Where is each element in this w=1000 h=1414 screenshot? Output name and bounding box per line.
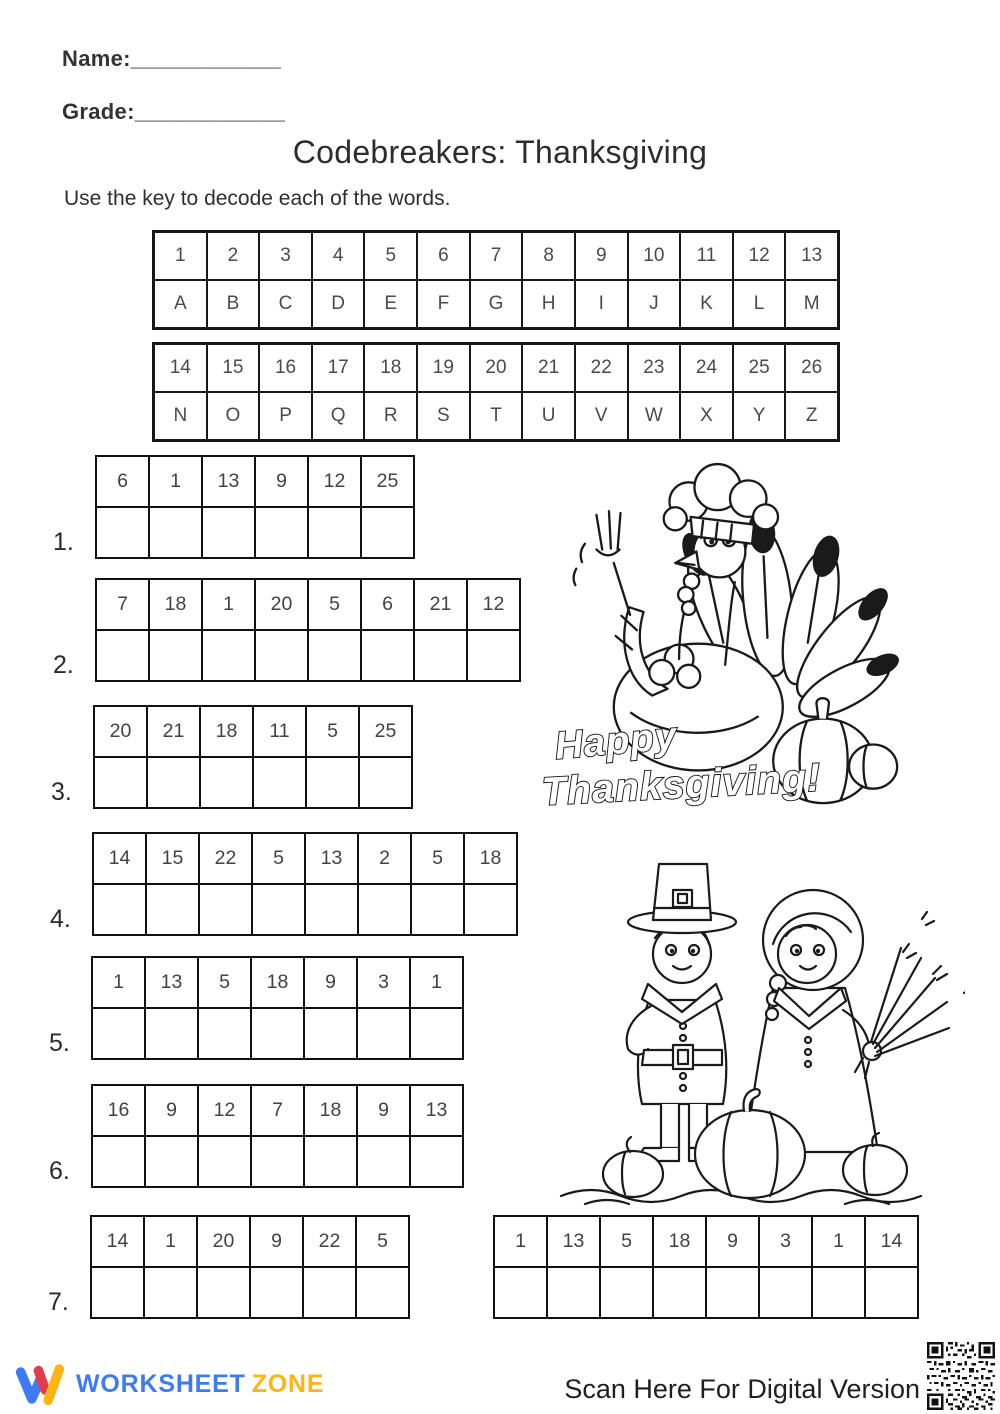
code-cell: 1 bbox=[92, 957, 145, 1008]
code-cell: 2 bbox=[358, 833, 411, 884]
key-cell: G bbox=[470, 280, 523, 328]
key-cell: 25 bbox=[733, 344, 786, 392]
answer-cell bbox=[94, 757, 147, 808]
key-cell: 9 bbox=[575, 232, 628, 280]
answer-cell bbox=[202, 507, 255, 558]
answer-cell bbox=[410, 1136, 463, 1187]
key-cell: B bbox=[207, 280, 260, 328]
answer-cell bbox=[414, 630, 467, 681]
puzzle-grid bbox=[493, 1215, 919, 1319]
answer-cell bbox=[653, 1267, 706, 1318]
answer-cell bbox=[464, 884, 517, 935]
answer-cell bbox=[149, 630, 202, 681]
answer-cell bbox=[759, 1267, 812, 1318]
code-cell: 13 bbox=[145, 957, 198, 1008]
key-cell: 16 bbox=[259, 344, 312, 392]
answer-cell bbox=[250, 1267, 303, 1318]
instruction-text: Use the key to decode each of the words. bbox=[64, 187, 451, 210]
answer-cell bbox=[308, 507, 361, 558]
puzzle-number-label: 1. bbox=[53, 528, 74, 556]
key-cell: K bbox=[680, 280, 733, 328]
code-cell: 6 bbox=[96, 456, 149, 507]
code-cell: 11 bbox=[253, 706, 306, 757]
code-cell: 3 bbox=[759, 1216, 812, 1267]
key-cell: 24 bbox=[680, 344, 733, 392]
key-cell: J bbox=[628, 280, 681, 328]
key-cell: 21 bbox=[522, 344, 575, 392]
code-cell: 1 bbox=[149, 456, 202, 507]
code-cell: 18 bbox=[464, 833, 517, 884]
name-blank-line: ____________ bbox=[130, 46, 282, 71]
code-cell: 16 bbox=[92, 1085, 145, 1136]
puzzle-5 bbox=[49, 956, 464, 1060]
key-cell: P bbox=[259, 392, 312, 440]
key-cell: 2 bbox=[207, 232, 260, 280]
puzzle-2 bbox=[53, 578, 521, 682]
code-cell: 12 bbox=[467, 579, 520, 630]
answer-cell bbox=[251, 1136, 304, 1187]
puzzle-grid bbox=[90, 1215, 410, 1319]
key-cell: 26 bbox=[785, 344, 838, 392]
code-cell: 1 bbox=[494, 1216, 547, 1267]
answer-cell bbox=[251, 1008, 304, 1059]
code-cell: 1 bbox=[410, 957, 463, 1008]
key-numbers-row bbox=[154, 344, 838, 392]
key-cell: R bbox=[364, 392, 417, 440]
code-cell: 25 bbox=[359, 706, 412, 757]
code-cell: 5 bbox=[600, 1216, 653, 1267]
key-cell: V bbox=[575, 392, 628, 440]
key-cell: 23 bbox=[628, 344, 681, 392]
code-cell: 18 bbox=[304, 1085, 357, 1136]
code-cell: 13 bbox=[305, 833, 358, 884]
answer-cell bbox=[303, 1267, 356, 1318]
key-cell: C bbox=[259, 280, 312, 328]
thanksgiving-caption: Thanksgiving! bbox=[540, 755, 823, 815]
code-cell: 13 bbox=[547, 1216, 600, 1267]
key-cell: Y bbox=[733, 392, 786, 440]
answer-cell bbox=[308, 630, 361, 681]
answer-cell bbox=[494, 1267, 547, 1318]
code-cell: 5 bbox=[306, 706, 359, 757]
code-cell: 9 bbox=[357, 1085, 410, 1136]
key-cell: H bbox=[522, 280, 575, 328]
code-cell: 25 bbox=[361, 456, 414, 507]
key-cell: D bbox=[312, 280, 365, 328]
puzzle-grid bbox=[95, 455, 415, 559]
key-cell: M bbox=[785, 280, 838, 328]
answer-cell bbox=[357, 1136, 410, 1187]
code-cell: 5 bbox=[198, 957, 251, 1008]
answer-cell bbox=[252, 884, 305, 935]
code-cell: 14 bbox=[93, 833, 146, 884]
code-cell: 9 bbox=[706, 1216, 759, 1267]
code-cell: 1 bbox=[144, 1216, 197, 1267]
key-cell: Q bbox=[312, 392, 365, 440]
code-cell: 5 bbox=[356, 1216, 409, 1267]
code-cell: 13 bbox=[410, 1085, 463, 1136]
key-cell: 5 bbox=[364, 232, 417, 280]
code-cell: 21 bbox=[147, 706, 200, 757]
code-cell: 13 bbox=[202, 456, 255, 507]
answer-cell bbox=[305, 884, 358, 935]
code-cell: 3 bbox=[357, 957, 410, 1008]
code-cell: 1 bbox=[812, 1216, 865, 1267]
puzzle-number-label: 5. bbox=[49, 1029, 70, 1057]
happy-caption: Happy bbox=[553, 714, 679, 768]
answer-cell bbox=[411, 884, 464, 935]
puzzle-grid bbox=[93, 705, 413, 809]
answer-cell bbox=[865, 1267, 918, 1318]
key-cell: U bbox=[522, 392, 575, 440]
key-cell: 10 bbox=[628, 232, 681, 280]
answer-cell bbox=[410, 1008, 463, 1059]
key-cell: 12 bbox=[733, 232, 786, 280]
answer-cell bbox=[146, 884, 199, 935]
answer-cell bbox=[467, 630, 520, 681]
key-cell: 18 bbox=[364, 344, 417, 392]
key-cell: 6 bbox=[417, 232, 470, 280]
code-cell: 21 bbox=[414, 579, 467, 630]
puzzle-number-label: 2. bbox=[53, 651, 74, 679]
code-cell: 12 bbox=[198, 1085, 251, 1136]
code-cell: 15 bbox=[146, 833, 199, 884]
puzzle-1 bbox=[53, 455, 415, 559]
code-cell: 5 bbox=[411, 833, 464, 884]
answer-cell bbox=[92, 1136, 145, 1187]
answer-cell bbox=[91, 1267, 144, 1318]
code-cell: 18 bbox=[653, 1216, 706, 1267]
puzzle-grid bbox=[91, 1084, 464, 1188]
puzzle-grid bbox=[91, 956, 464, 1060]
key-cell: S bbox=[417, 392, 470, 440]
key-cell: 15 bbox=[207, 344, 260, 392]
puzzle-7 bbox=[48, 1215, 410, 1319]
code-cell: 6 bbox=[361, 579, 414, 630]
key-cell: 20 bbox=[470, 344, 523, 392]
answer-cell bbox=[356, 1267, 409, 1318]
code-cell: 5 bbox=[308, 579, 361, 630]
puzzle-6 bbox=[49, 1084, 464, 1188]
key-cell: 14 bbox=[154, 344, 207, 392]
code-cell: 18 bbox=[149, 579, 202, 630]
answer-cell bbox=[547, 1267, 600, 1318]
key-cell: I bbox=[575, 280, 628, 328]
puzzle-number-label: 3. bbox=[51, 778, 72, 806]
key-cell: 11 bbox=[680, 232, 733, 280]
key-cell: 13 bbox=[785, 232, 838, 280]
answer-cell bbox=[145, 1136, 198, 1187]
key-table-a-m bbox=[152, 230, 840, 330]
grade-label: Grade: bbox=[62, 99, 135, 124]
code-cell: 9 bbox=[250, 1216, 303, 1267]
answer-cell bbox=[600, 1267, 653, 1318]
answer-cell bbox=[96, 630, 149, 681]
code-cell: 7 bbox=[251, 1085, 304, 1136]
code-cell: 12 bbox=[308, 456, 361, 507]
puzzle-grid bbox=[95, 578, 521, 682]
answer-cell bbox=[255, 507, 308, 558]
code-cell: 20 bbox=[255, 579, 308, 630]
key-cell: 22 bbox=[575, 344, 628, 392]
answer-cell bbox=[306, 757, 359, 808]
name-field bbox=[62, 46, 281, 72]
code-cell: 22 bbox=[303, 1216, 356, 1267]
pilgrim-couple-illustration bbox=[545, 852, 965, 1210]
key-cell: 4 bbox=[312, 232, 365, 280]
answer-cell bbox=[358, 884, 411, 935]
key-cell: O bbox=[207, 392, 260, 440]
answer-cell bbox=[93, 884, 146, 935]
puzzle-number-label: 6. bbox=[49, 1157, 70, 1185]
key-cell: W bbox=[628, 392, 681, 440]
key-cell: 1 bbox=[154, 232, 207, 280]
code-cell: 9 bbox=[255, 456, 308, 507]
key-cell: 8 bbox=[522, 232, 575, 280]
answer-cell bbox=[200, 757, 253, 808]
key-cell: 3 bbox=[259, 232, 312, 280]
qr-code bbox=[925, 1342, 997, 1410]
grade-field bbox=[62, 99, 285, 125]
answer-cell bbox=[361, 630, 414, 681]
answer-cell bbox=[198, 1136, 251, 1187]
code-cell: 1 bbox=[202, 579, 255, 630]
answer-cell bbox=[92, 1008, 145, 1059]
key-numbers-row bbox=[154, 232, 838, 280]
puzzle-number-label: 4. bbox=[50, 905, 71, 933]
code-cell: 9 bbox=[145, 1085, 198, 1136]
key-cell: Z bbox=[785, 392, 838, 440]
answer-cell bbox=[144, 1267, 197, 1318]
code-cell: 7 bbox=[96, 579, 149, 630]
puzzle-4 bbox=[50, 832, 518, 936]
code-cell: 14 bbox=[865, 1216, 918, 1267]
answer-cell bbox=[304, 1008, 357, 1059]
key-cell: F bbox=[417, 280, 470, 328]
code-cell: 18 bbox=[200, 706, 253, 757]
key-letters-row bbox=[154, 280, 838, 328]
answer-cell bbox=[202, 630, 255, 681]
key-cell: 19 bbox=[417, 344, 470, 392]
grade-blank-line: ____________ bbox=[134, 99, 286, 124]
answer-cell bbox=[145, 1008, 198, 1059]
code-cell: 20 bbox=[197, 1216, 250, 1267]
key-cell: 17 bbox=[312, 344, 365, 392]
answer-cell bbox=[147, 757, 200, 808]
answer-cell bbox=[812, 1267, 865, 1318]
key-cell: L bbox=[733, 280, 786, 328]
code-cell: 9 bbox=[304, 957, 357, 1008]
puzzle-number-label: 7. bbox=[48, 1288, 69, 1316]
name-label: Name: bbox=[62, 46, 131, 71]
code-cell: 22 bbox=[199, 833, 252, 884]
answer-cell bbox=[197, 1267, 250, 1318]
answer-cell bbox=[149, 507, 202, 558]
answer-cell bbox=[304, 1136, 357, 1187]
key-cell: T bbox=[470, 392, 523, 440]
page-title: Codebreakers: Thanksgiving bbox=[292, 134, 708, 170]
key-cell: E bbox=[364, 280, 417, 328]
key-table-n-z bbox=[152, 342, 840, 442]
key-cell: X bbox=[680, 392, 733, 440]
turkey-chef-illustration bbox=[535, 448, 900, 823]
code-cell: 14 bbox=[91, 1216, 144, 1267]
answer-cell bbox=[359, 757, 412, 808]
key-letters-row bbox=[154, 392, 838, 440]
answer-cell bbox=[255, 630, 308, 681]
answer-cell bbox=[706, 1267, 759, 1318]
code-cell: 18 bbox=[251, 957, 304, 1008]
puzzle-grid bbox=[92, 832, 518, 936]
answer-cell bbox=[199, 884, 252, 935]
answer-cell bbox=[357, 1008, 410, 1059]
logo-text-worksheet: WORKSHEET bbox=[76, 1369, 246, 1398]
key-cell: A bbox=[154, 280, 207, 328]
scan-here-text: Scan Here For Digital Version bbox=[564, 1374, 920, 1404]
code-cell: 5 bbox=[252, 833, 305, 884]
answer-cell bbox=[198, 1008, 251, 1059]
answer-cell bbox=[96, 507, 149, 558]
answer-cell bbox=[253, 757, 306, 808]
puzzle-8 bbox=[493, 1215, 919, 1319]
puzzle-3 bbox=[51, 705, 413, 809]
key-cell: 7 bbox=[470, 232, 523, 280]
answer-cell bbox=[361, 507, 414, 558]
code-cell: 20 bbox=[94, 706, 147, 757]
logo-text-zone: ZONE bbox=[251, 1369, 325, 1398]
key-cell: N bbox=[154, 392, 207, 440]
